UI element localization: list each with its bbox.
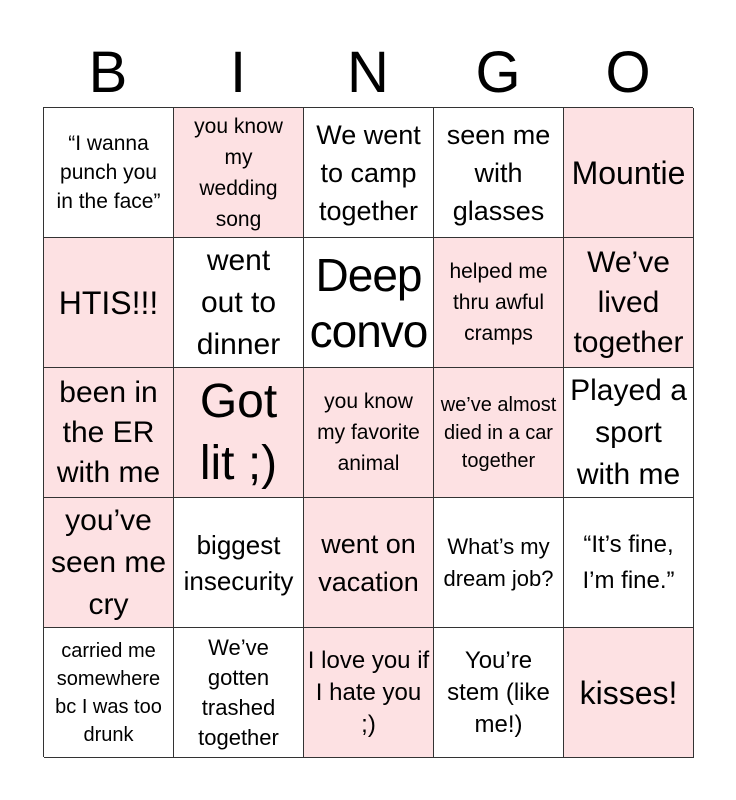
cell-text: We’ve lived together [573, 245, 684, 359]
bingo-cell-r2-c2[interactable] [174, 238, 304, 368]
bingo-cell-r3-c1[interactable] [44, 368, 174, 498]
cell-text: you’ve seen me cry [50, 503, 167, 621]
cell-text: HTIS!!! [58, 284, 159, 321]
cell-text: we’ve almost died in a car together [440, 393, 557, 472]
bingo-cell-r5-c1[interactable] [44, 628, 174, 758]
bingo-cell-r2-c5[interactable] [564, 238, 694, 368]
bingo-cell-r5-c5[interactable] [564, 628, 694, 758]
cell-text: kisses! [579, 674, 678, 711]
bingo-cell-r3-c2[interactable] [174, 368, 304, 498]
bingo-cell-r4-c3[interactable] [304, 498, 434, 628]
bingo-cell-r1-c5[interactable] [564, 108, 694, 238]
bingo-cell-r1-c1[interactable] [44, 108, 174, 238]
bingo-cell-r2-c4[interactable] [434, 238, 564, 368]
cell-text: seen me with glasses [446, 119, 551, 226]
cell-text: Mountie [571, 154, 686, 191]
header-letter-g: G [475, 40, 521, 105]
header-letter-b: B [88, 40, 128, 105]
cell-text: We went to camp together [316, 119, 421, 226]
bingo-cell-r5-c2[interactable] [174, 628, 304, 758]
bingo-header [43, 38, 693, 108]
bingo-cell-r2-c3[interactable] [304, 238, 434, 368]
bingo-cell-r4-c1[interactable] [44, 498, 174, 628]
cell-text: You’re stem (like me!) [447, 646, 550, 738]
bingo-cell-r1-c3[interactable] [304, 108, 434, 238]
cell-text: What’s my dream job? [443, 533, 554, 591]
cell-text: “I wanna punch you in the face” [56, 132, 161, 213]
bingo-board [43, 107, 693, 757]
cell-text: carried me somewhere bc I was too drunk [55, 639, 162, 746]
cell-text: you know my favorite animal [317, 390, 420, 475]
bingo-cell-r5-c3[interactable] [304, 628, 434, 758]
cell-text: I love you if I hate you ;) [307, 646, 430, 738]
header-letter-i: I [229, 40, 247, 105]
bingo-cell-r4-c5[interactable] [564, 498, 694, 628]
bingo-cell-r3-c5[interactable] [564, 368, 694, 498]
bingo-cell-r3-c4[interactable] [434, 368, 564, 498]
cell-text: Deep convo [309, 248, 428, 357]
bingo-cell-r4-c4[interactable] [434, 498, 564, 628]
cell-text: helped me thru awful cramps [449, 260, 548, 345]
cell-text: been in the ER with me [56, 375, 161, 489]
bingo-cell-r5-c4[interactable] [434, 628, 564, 758]
cell-text: went on vacation [318, 528, 419, 597]
cell-text: went out to dinner [196, 243, 281, 361]
header-letter-n: N [347, 40, 389, 105]
bingo-cell-r1-c4[interactable] [434, 108, 564, 238]
cell-text: We’ve gotten trashed together [198, 634, 279, 750]
cell-text: Got lit ;) [199, 374, 278, 490]
header-letter-o: O [605, 40, 651, 105]
bingo-cell-r1-c2[interactable] [174, 108, 304, 238]
bingo-cell-r4-c2[interactable] [174, 498, 304, 628]
cell-text: biggest insecurity [183, 529, 294, 596]
bingo-cell-r3-c3[interactable] [304, 368, 434, 498]
cell-text: you know my wedding song [194, 114, 283, 231]
bingo-cell-r2-c1[interactable] [44, 238, 174, 368]
cell-text: Played a sport with me [570, 373, 687, 491]
cell-text: “It’s fine, I’m fine.” [582, 530, 675, 594]
